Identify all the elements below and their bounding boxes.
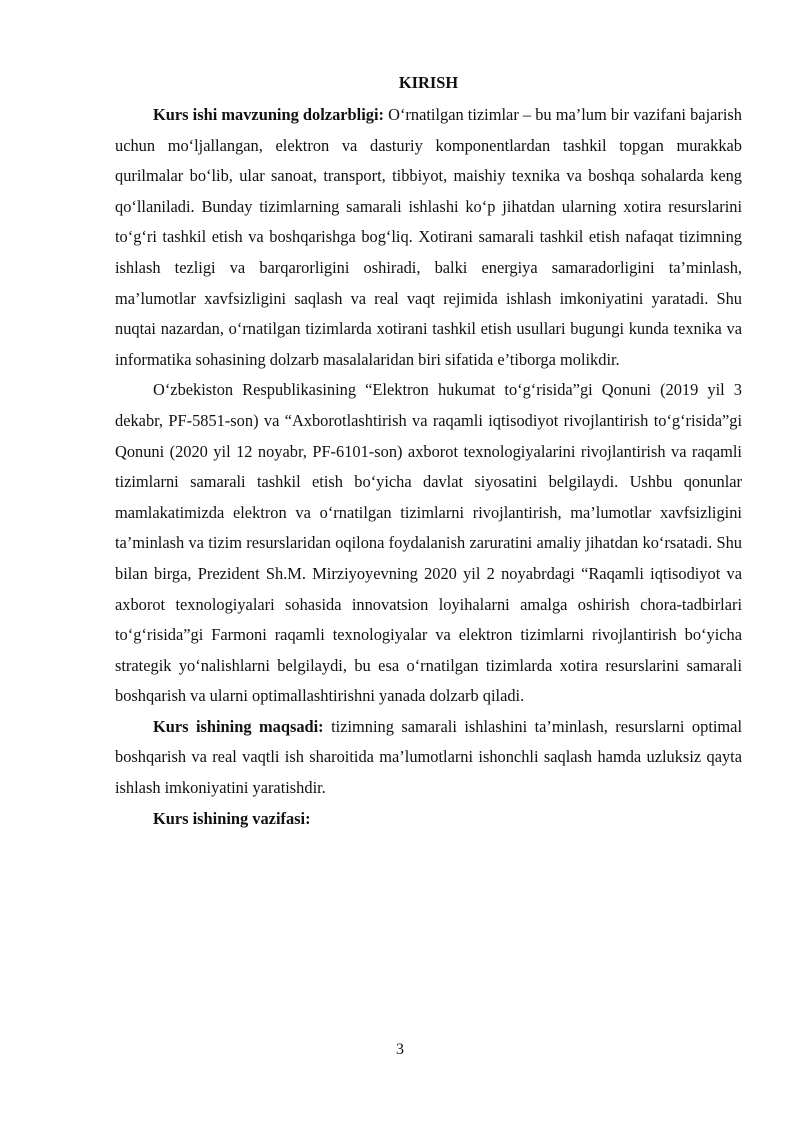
section-title: KIRISH xyxy=(398,73,459,92)
paragraph-tasks xyxy=(115,804,742,835)
paragraph-goal xyxy=(115,712,742,804)
paragraph-text: O‘zbekiston Respublikasining “Elektron hukumat to‘g‘risida”gi Qonuni (2019 yil 3 dekabr, PF-5851-son) va “Axborotlashtirish va raqamli iqtisodiyot rivojlantirish to‘g‘risida”gi Qonuni (2020 yil 12 noyabr, PF-6101-son) axborot texnologiyalarini rivojlantirish va raqamli tizimlarni samarali tashkil etish bo‘yicha davlat siyosatini belgilaydi. Ushbu qonunlar mamlakatimizda elektron va o‘rnatilgan tizimlarni rivojlantirish, ma’lumotlar xavfsizligini ta’minlash va tizim resurslaridan oqilona foydalanish zaruratini amaliy jihatdan ko‘rsatadi. Shu bilan birga, Prezident Sh.M. Mirziyoyevning 2020 yil 2 noyabrdagi “Raqamli iqtisodiyot va axborot texnologiyalari sohasida innovatsion loyihalarni amalga oshirish chora-tadbirlari to‘g‘risida”gi Farmoni raqamli texnologiyalar va elektron tizimlarni rivojlantirish bo‘yicha strategik yo‘nalishlarni belgilaydi, bu esa o‘rnatilgan tizimlarda xotira resurslarini samarali boshqarish va ularni optimallashtirishni yanada dolzarb qiladi. xyxy=(115,380,742,706)
paragraph-legislation xyxy=(115,375,742,712)
paragraph-text: tizimning samarali ishlashini ta’minlash, resurslarni optimal boshqarish va real vaqtli ish sharoitida ma’lumotlarni ishonchli saqlash hamda uzluksiz qayta ishlash imkoniyatini yaratishdir. xyxy=(115,716,743,798)
paragraph-lead: Kurs ishining maqsadi: xyxy=(153,716,324,736)
paragraph-lead: Kurs ishining vazifasi: xyxy=(153,808,311,828)
document-page xyxy=(115,72,742,834)
paragraph-lead: Kurs ishi mavzuning dolzarbligi: xyxy=(153,105,384,124)
paragraph-relevance xyxy=(115,100,742,375)
paragraph-text: O‘rnatilgan tizimlar – bu ma’lum bir vazifani bajarish uchun mo‘ljallangan, elektron va dasturiy komponentlardan tashkil topgan murakkab qurilmalar bo‘lib, ular sanoat, transport, tibbiyot, maishiy texnika va boshqa sohalarda keng qo‘llaniladi. Bunday tizimlarning samarali ishlashi ko‘p jihatdan ularning xotira resurslarini to‘g‘ri tashkil etish va boshqarishga bog‘liq. Xotirani samarali tashkil etish nafaqat tizimning ishlash tezligi va barqarorligini oshiradi, balki energiya samaradorligini ta’minlash, ma’lumotlar xavfsizligini saqlash va real vaqt rejimida ishlash imkoniyatini yaratadi. Shu nuqtai nazardan, o‘rnatilgan tizimlarda xotirani tashkil etish usullari bugungi kunda texnika va informatika sohasining dolzarb masalalaridan biri sifatida e’tiborga molikdir. xyxy=(115,105,743,369)
page-number: 3 xyxy=(396,1041,404,1058)
